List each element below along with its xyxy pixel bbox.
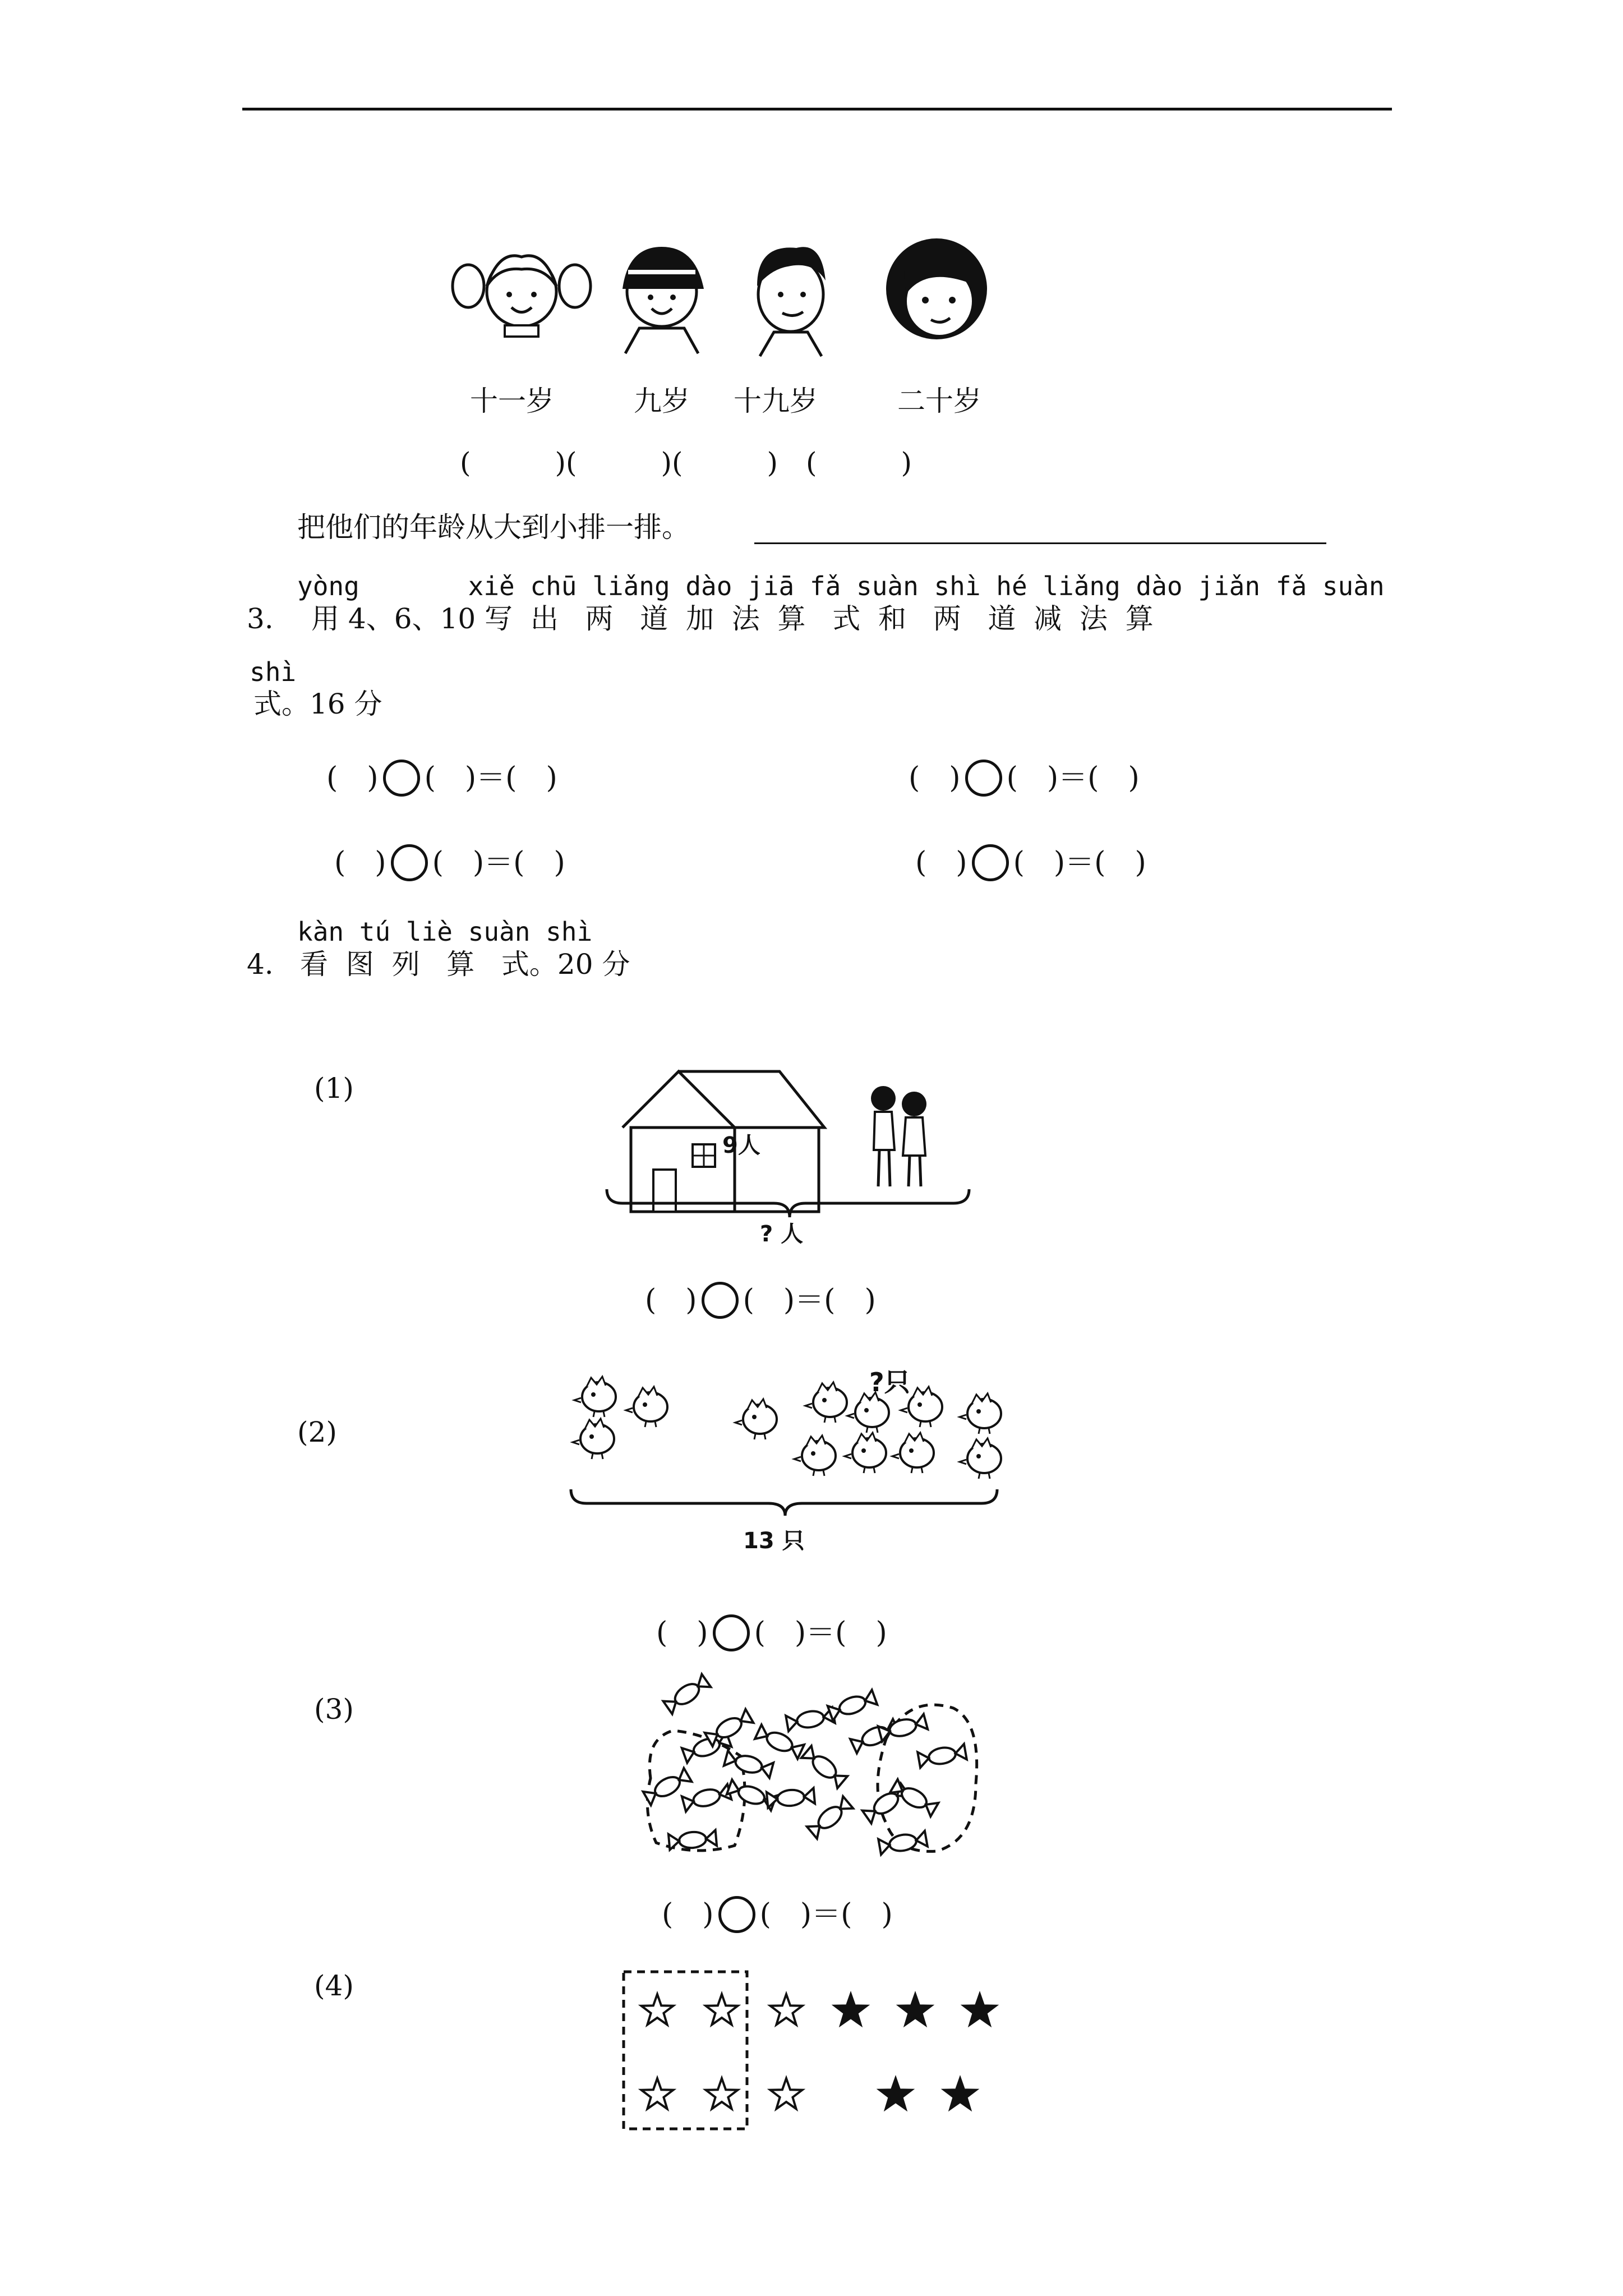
filled-star-icon <box>900 1994 932 2024</box>
eq-right-blanks[interactable]: ( )＝( ) <box>754 1616 887 1650</box>
q2-instruction: 把他们的年龄从大到小排一排。 <box>297 511 690 544</box>
candy-icon <box>917 1744 967 1768</box>
candy-icon <box>724 1751 773 1778</box>
hollow-star-icon <box>706 1994 738 2024</box>
eq-right-blanks[interactable]: ( )＝( ) <box>432 846 565 880</box>
hollow-star-icon <box>771 2078 803 2109</box>
operator-circle-icon[interactable] <box>965 760 1002 797</box>
candy-icon <box>663 1674 711 1714</box>
eq-left-blank[interactable]: ( ) <box>909 761 961 795</box>
candy-icon <box>878 1831 928 1855</box>
operator-circle-icon[interactable] <box>702 1282 739 1319</box>
hollow-star-icon <box>771 1994 803 2024</box>
q3-pinyin: yòng xiě chū liǎng dào jiā fǎ suàn shì hé liǎng dào jiǎn fǎ suàn <box>297 571 1385 601</box>
filled-star-icon <box>944 2078 976 2109</box>
stars-illustration <box>617 1961 1009 2129</box>
chick-icon <box>892 1433 934 1473</box>
operator-circle-icon[interactable] <box>972 844 1009 881</box>
q4-part2-label: (2) <box>297 1416 337 1448</box>
chick-icon <box>845 1433 886 1473</box>
candy-icon <box>668 1830 717 1849</box>
eq-right-blanks[interactable]: ( )＝( ) <box>424 761 557 795</box>
chick-icon <box>626 1387 667 1427</box>
eq-left-blank[interactable]: ( ) <box>915 846 967 880</box>
chicks-question-label: ?只 <box>869 1367 910 1397</box>
chick-icon <box>960 1393 1001 1434</box>
chick-icon <box>794 1435 836 1476</box>
operator-circle-icon[interactable] <box>713 1614 750 1651</box>
candy-icon <box>828 1690 878 1720</box>
eq-left-blank[interactable]: ( ) <box>326 761 379 795</box>
hollow-star-icon <box>642 1994 674 2024</box>
q4-part1-label: (1) <box>314 1072 354 1105</box>
age-label-2: 九岁 <box>634 385 690 417</box>
house-count-label: 9人 <box>722 1133 760 1158</box>
hollow-star-icon <box>706 2078 738 2109</box>
q3-equation-1[interactable] <box>326 760 557 797</box>
q4-part3-equation[interactable] <box>662 1896 893 1933</box>
candy-icon <box>786 1708 835 1731</box>
q3-equation-4[interactable] <box>915 844 1146 881</box>
eq-right-blanks[interactable]: ( )＝( ) <box>1006 761 1140 795</box>
q4-pinyin: kàn tú liè suàn shì <box>297 917 593 947</box>
q4-number: 4. <box>247 948 274 981</box>
house-brace-label: ? 人 <box>760 1221 804 1247</box>
q3-equation-2[interactable] <box>909 760 1140 797</box>
operator-circle-icon[interactable] <box>383 760 420 797</box>
chick-icon <box>573 1419 614 1459</box>
chicks-illustration <box>566 1369 1049 1515</box>
filled-star-icon <box>964 1994 996 2024</box>
q3-pinyin-2: shì <box>250 657 297 687</box>
age-order-blanks[interactable]: ( )( )( ) ( ) <box>460 447 912 479</box>
hollow-star-icon <box>642 2078 674 2109</box>
q4-part3-label: (3) <box>314 1693 354 1726</box>
chick-icon <box>805 1382 847 1423</box>
chick-icon <box>574 1377 616 1417</box>
filled-star-icon <box>880 2078 912 2109</box>
operator-circle-icon[interactable] <box>391 844 428 881</box>
boy-cap-face-icon <box>623 247 704 353</box>
age-label-3: 十九岁 <box>734 385 818 417</box>
q3-equation-3[interactable] <box>334 844 565 881</box>
chicks-brace <box>571 1489 997 1516</box>
q3-number: 3. <box>247 602 274 635</box>
q2-answer-line[interactable] <box>754 542 1326 544</box>
woman-face-icon <box>886 238 987 339</box>
two-children-icon <box>871 1086 926 1186</box>
young-man-face-icon <box>757 247 826 356</box>
q4-part1-equation[interactable] <box>645 1282 876 1319</box>
eq-left-blank[interactable]: ( ) <box>656 1616 708 1650</box>
candy-icon <box>755 1725 804 1759</box>
candies-illustration <box>639 1677 987 1879</box>
four-faces-illustration <box>449 230 1009 359</box>
candy-icon <box>801 1746 847 1788</box>
q4-part4-label: (4) <box>314 1970 354 2002</box>
girl-face-icon <box>453 256 591 337</box>
q4-part2-equation[interactable] <box>656 1614 887 1651</box>
chick-icon <box>960 1438 1001 1479</box>
eq-right-blanks[interactable]: ( )＝( ) <box>759 1898 893 1931</box>
q3-text-line2: 式。16 分 <box>253 688 382 720</box>
eq-right-blanks[interactable]: ( )＝( ) <box>743 1283 876 1317</box>
filled-star-icon <box>835 1994 867 2024</box>
eq-left-blank[interactable]: ( ) <box>645 1283 697 1317</box>
age-label-4: 二十岁 <box>897 385 981 417</box>
operator-circle-icon[interactable] <box>718 1896 755 1933</box>
eq-left-blank[interactable]: ( ) <box>662 1898 714 1931</box>
chick-icon <box>735 1399 777 1439</box>
candy-icon <box>682 1784 731 1812</box>
q3-text-line1: 用 4、6、10 写 出 两 道 加 法 算 式 和 两 道 减 法 算 <box>311 602 1154 635</box>
q4-text: 看 图 列 算 式。20 分 <box>300 948 630 981</box>
header-rule <box>242 108 1392 111</box>
age-label-1: 十一岁 <box>470 385 554 417</box>
eq-left-blank[interactable]: ( ) <box>334 846 386 880</box>
chicks-brace-label: 13 只 <box>743 1528 805 1554</box>
eq-right-blanks[interactable]: ( )＝( ) <box>1013 846 1146 880</box>
